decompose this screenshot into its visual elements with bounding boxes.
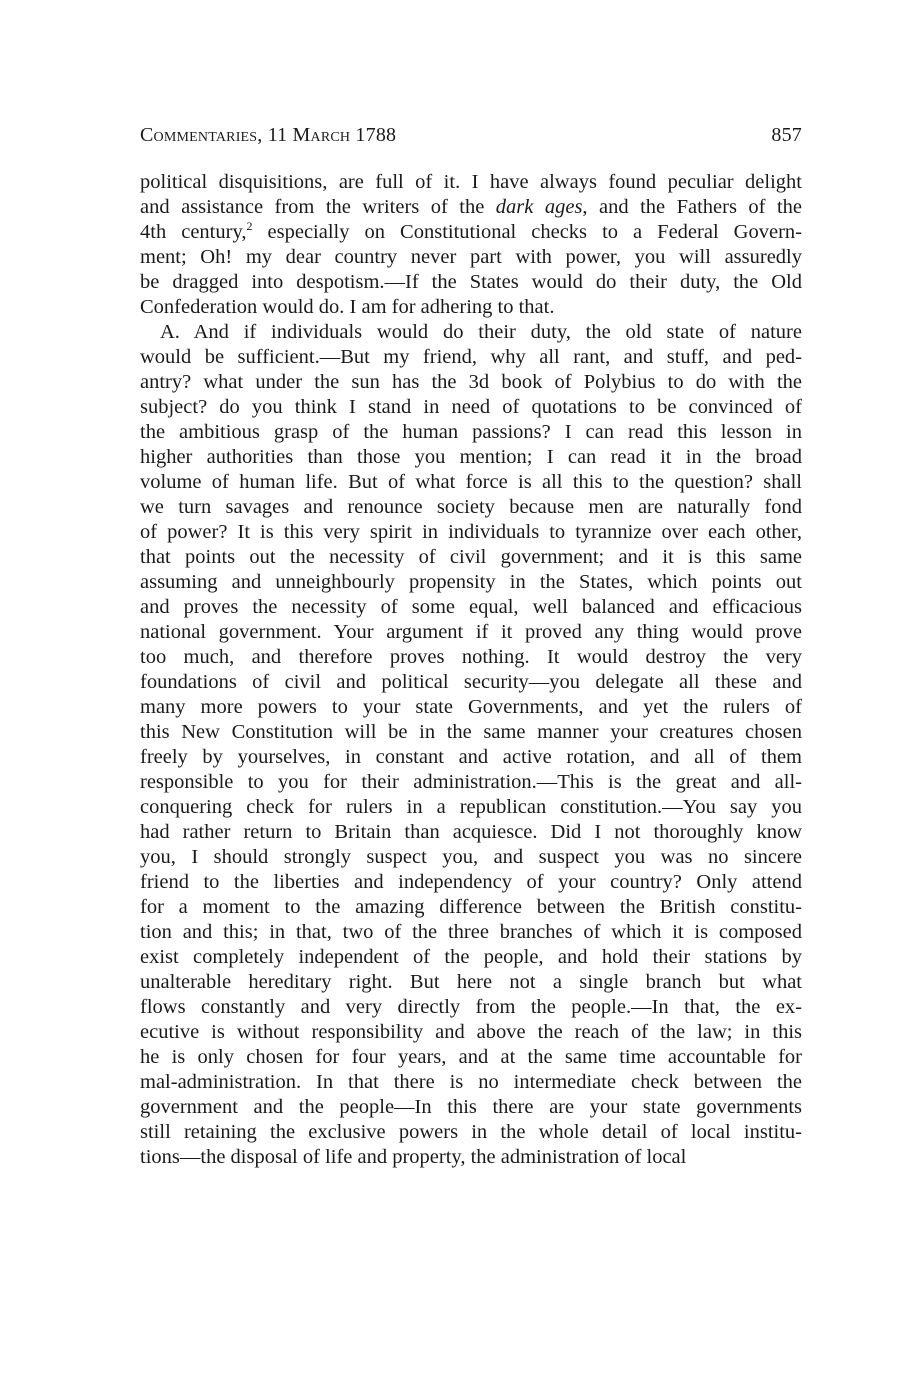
text-line: mal-administration. In that there is no intermediate check between the — [140, 1071, 802, 1093]
text-line: would be sufficient.—But my friend, why all rant, and stuff, and ped- — [140, 346, 802, 368]
running-title: Commentaries, 11 March 1788 — [140, 124, 397, 146]
text-line: and assistance from the writers of the dark ages, and the Fathers of the — [140, 196, 802, 218]
text-line: subject? do you think I stand in need of quotations to be convinced of — [140, 396, 802, 418]
text-line: antry? what under the sun has the 3d book of Polybius to do with the — [140, 371, 802, 393]
text-line: and proves the necessity of some equal, well balanced and efficacious — [140, 596, 802, 618]
text-line: still retaining the exclusive powers in the whole detail of local institu- — [140, 1121, 802, 1143]
text-line: freely by yourselves, in constant and active rotation, and all of them — [140, 746, 802, 768]
text-line: conquering check for rulers in a republican constitution.—You say you — [140, 796, 802, 818]
text-line: the ambitious grasp of the human passions? I can read this lesson in — [140, 421, 802, 443]
text-line: national government. Your argument if it proved any thing would prove — [140, 621, 802, 643]
text-line: 4th century,$^2$ especially on Constitutional checks to a Federal Govern- — [140, 219, 802, 243]
document-page — [140, 118, 802, 1170]
body-text — [140, 170, 802, 1170]
text-line: A. And if individuals would do their duty, the old state of nature — [160, 321, 802, 343]
text-line: assuming and unneighbourly propensity in the States, which points out — [140, 571, 802, 593]
text-line: exist completely independent of the people, and hold their stations by — [140, 946, 802, 968]
text-line: ecutive is without responsibility and above the reach of the law; in this — [140, 1021, 802, 1043]
paragraph — [140, 320, 802, 1170]
text-line: this New Constitution will be in the same manner your creatures chosen — [140, 721, 802, 743]
text-line: friend to the liberties and independency of your country? Only attend — [140, 871, 802, 893]
text-line: we turn savages and renounce society because men are naturally fond — [140, 496, 802, 518]
text-line: flows constantly and very directly from the people.—In that, the ex- — [140, 996, 802, 1018]
italic-phrase: dark ages — [495, 196, 583, 218]
text-line: for a moment to the amazing difference between the British constitu- — [140, 896, 802, 918]
text-line: of power? It is this very spirit in individuals to tyrannize over each other, — [140, 521, 802, 543]
paragraph — [140, 170, 802, 320]
footnote-marker: 2 — [246, 219, 253, 233]
text-line: Confederation would do. I am for adhering to that. — [140, 296, 555, 318]
text-line: that points out the necessity of civil government; and it is this same — [140, 546, 802, 568]
text-line: government and the people—In this there are your state governments — [140, 1096, 802, 1118]
text-line: tion and this; in that, two of the three branches of which it is composed — [140, 921, 802, 943]
text-line: ment; Oh! my dear country never part with power, you will assuredly — [140, 246, 802, 268]
text-line: you, I should strongly suspect you, and suspect you was no sincere — [140, 846, 802, 868]
page-number: 857 — [771, 124, 802, 146]
text-line: responsible to you for their administration.—This is the great and all- — [140, 771, 802, 793]
running-head — [140, 118, 802, 152]
text-line: tions—the disposal of life and property, the administration of local — [140, 1146, 687, 1168]
text-line: foundations of civil and political security—you delegate all these and — [140, 671, 802, 693]
text-line: too much, and therefore proves nothing. It would destroy the very — [140, 646, 802, 668]
text-line: volume of human life. But of what force is all this to the question? shall — [140, 471, 802, 493]
text-line: many more powers to your state Governments, and yet the rulers of — [140, 696, 802, 718]
text-line: higher authorities than those you mention; I can read it in the broad — [140, 446, 802, 468]
text-line: be dragged into despotism.—If the States would do their duty, the Old — [140, 271, 802, 293]
text-line: unalterable hereditary right. But here not a single branch but what — [140, 971, 802, 993]
text-line: political disquisitions, are full of it. I have always found peculiar delight — [140, 171, 802, 193]
text-line: had rather return to Britain than acquiesce. Did I not thoroughly know — [140, 821, 802, 843]
text-line: he is only chosen for four years, and at the same time accountable for — [140, 1046, 802, 1068]
